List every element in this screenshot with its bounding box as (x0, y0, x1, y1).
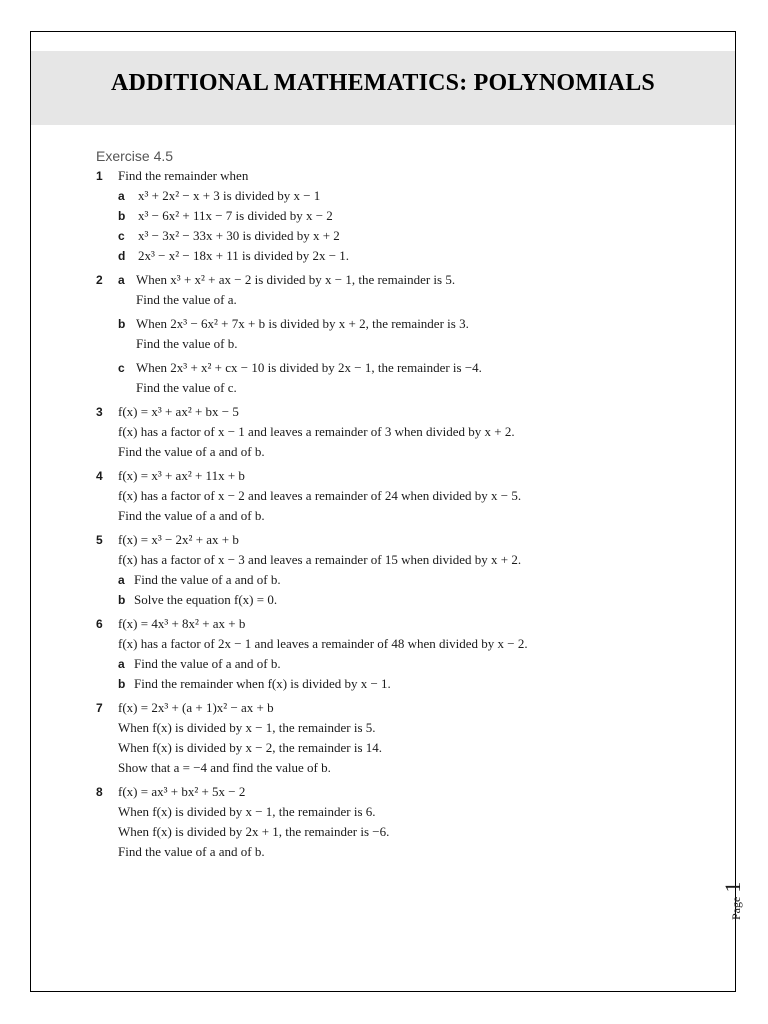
part-label: c (118, 229, 125, 243)
question-part-follow (96, 334, 716, 354)
part-text: Find the remainder when f(x) is divided by x − 1. (134, 676, 391, 691)
question-1 (96, 166, 716, 186)
question-6 (96, 614, 716, 634)
question-line: f(x) has a factor of 2x − 1 and leaves a remainder of 48 when divided by x − 2. (118, 636, 528, 651)
part-text: When 2x³ + x² + cx − 10 is divided by 2x − 1, the remainder is −4. (136, 360, 482, 375)
question-line: f(x) = ax³ + bx² + 5x − 2 (118, 784, 246, 799)
question-line: f(x) = x³ + ax² + 11x + b (118, 468, 245, 483)
question-line-row (96, 822, 716, 842)
question-part (96, 226, 716, 246)
question-number: 4 (96, 469, 103, 483)
question-number: 1 (96, 169, 103, 183)
part-text: Find the value of a and of b. (134, 656, 281, 671)
question-line: f(x) = x³ − 2x² + ax + b (118, 532, 239, 547)
question-part (96, 314, 716, 334)
question-line: f(x) = x³ + ax² + bx − 5 (118, 404, 239, 419)
part-text: When 2x³ − 6x² + 7x + b is divided by x + 2, the remainder is 3. (136, 316, 469, 331)
question-line: When f(x) is divided by x − 2, the remainder is 14. (118, 740, 383, 755)
question-stem: Find the remainder when (118, 168, 249, 183)
question-part (96, 570, 716, 590)
part-text: Solve the equation f(x) = 0. (134, 592, 278, 607)
exercise-heading: Exercise 4.5 (96, 148, 174, 164)
question-line: f(x) has a factor of x − 3 and leaves a remainder of 15 when divided by x + 2. (118, 552, 522, 567)
question-part (96, 206, 716, 226)
question-line-row (96, 718, 716, 738)
part-follow-text: Find the value of a. (136, 292, 237, 307)
question-number: 3 (96, 405, 103, 419)
part-label: a (118, 657, 125, 671)
part-follow-text: Find the value of b. (136, 336, 238, 351)
question-7 (96, 698, 716, 718)
question-part-follow (96, 378, 716, 398)
question-line-row (96, 758, 716, 778)
part-label: a (118, 189, 125, 203)
page-number-footer (720, 860, 745, 920)
question-line: Find the value of a and of b. (118, 844, 265, 859)
question-line-row (96, 738, 716, 758)
question-line-row (96, 506, 716, 526)
part-label: a (118, 273, 125, 287)
question-line: f(x) = 4x³ + 8x² + ax + b (118, 616, 246, 631)
part-text: 2x³ − x² − 18x + 11 is divided by 2x − 1. (138, 248, 350, 263)
question-number: 2 (96, 273, 103, 287)
question-number: 5 (96, 533, 103, 547)
question-part (96, 590, 716, 610)
part-label: d (118, 249, 126, 263)
question-line: Show that a = −4 and find the value of b. (118, 760, 331, 775)
part-text: When x³ + x² + ax − 2 is divided by x − 1, the remainder is 5. (136, 272, 456, 287)
question-3 (96, 402, 716, 422)
part-follow-text: Find the value of c. (136, 380, 237, 395)
question-line-row (96, 634, 716, 654)
part-label: b (118, 209, 126, 223)
question-part (96, 358, 716, 378)
exercise-content (96, 146, 716, 862)
question-part-follow (96, 290, 716, 310)
part-text: x³ + 2x² − x + 3 is divided by x − 1 (138, 188, 321, 203)
question-line-row (96, 842, 716, 862)
question-line: When f(x) is divided by x − 1, the remainder is 6. (118, 804, 376, 819)
part-label: b (118, 317, 126, 331)
part-label: b (118, 677, 126, 691)
question-number: 8 (96, 785, 103, 799)
question-line-row (96, 802, 716, 822)
question-line: f(x) has a factor of x − 1 and leaves a remainder of 3 when divided by x + 2. (118, 424, 515, 439)
part-text: Find the value of a and of b. (134, 572, 281, 587)
question-line: f(x) has a factor of x − 2 and leaves a remainder of 24 when divided by x − 5. (118, 488, 522, 503)
part-label: c (118, 361, 125, 375)
page-number: 1 (720, 881, 745, 893)
question-line: Find the value of a and of b. (118, 508, 265, 523)
question-part (96, 246, 716, 266)
question-part (96, 186, 716, 206)
question-number: 6 (96, 617, 103, 631)
question-line: f(x) = 2x³ + (a + 1)x² − ax + b (118, 700, 274, 715)
part-label: a (118, 573, 125, 587)
question-part (96, 654, 716, 674)
page-title: ADDITIONAL MATHEMATICS: POLYNOMIALS (111, 70, 655, 96)
question-8 (96, 782, 716, 802)
question-line: When f(x) is divided by 2x + 1, the remainder is −6. (118, 824, 390, 839)
part-text: x³ − 6x² + 11x − 7 is divided by x − 2 (138, 208, 333, 223)
question-part (96, 674, 716, 694)
question-2 (96, 270, 716, 290)
question-line-row (96, 442, 716, 462)
part-text: x³ − 3x² − 33x + 30 is divided by x + 2 (138, 228, 340, 243)
question-line-row (96, 550, 716, 570)
page-label: Page (729, 896, 743, 920)
part-label: b (118, 593, 126, 607)
question-line-row (96, 486, 716, 506)
question-line-row (96, 422, 716, 442)
question-line: Find the value of a and of b. (118, 444, 265, 459)
question-number: 7 (96, 701, 103, 715)
question-4 (96, 466, 716, 486)
question-5 (96, 530, 716, 550)
question-line: When f(x) is divided by x − 1, the remainder is 5. (118, 720, 376, 735)
